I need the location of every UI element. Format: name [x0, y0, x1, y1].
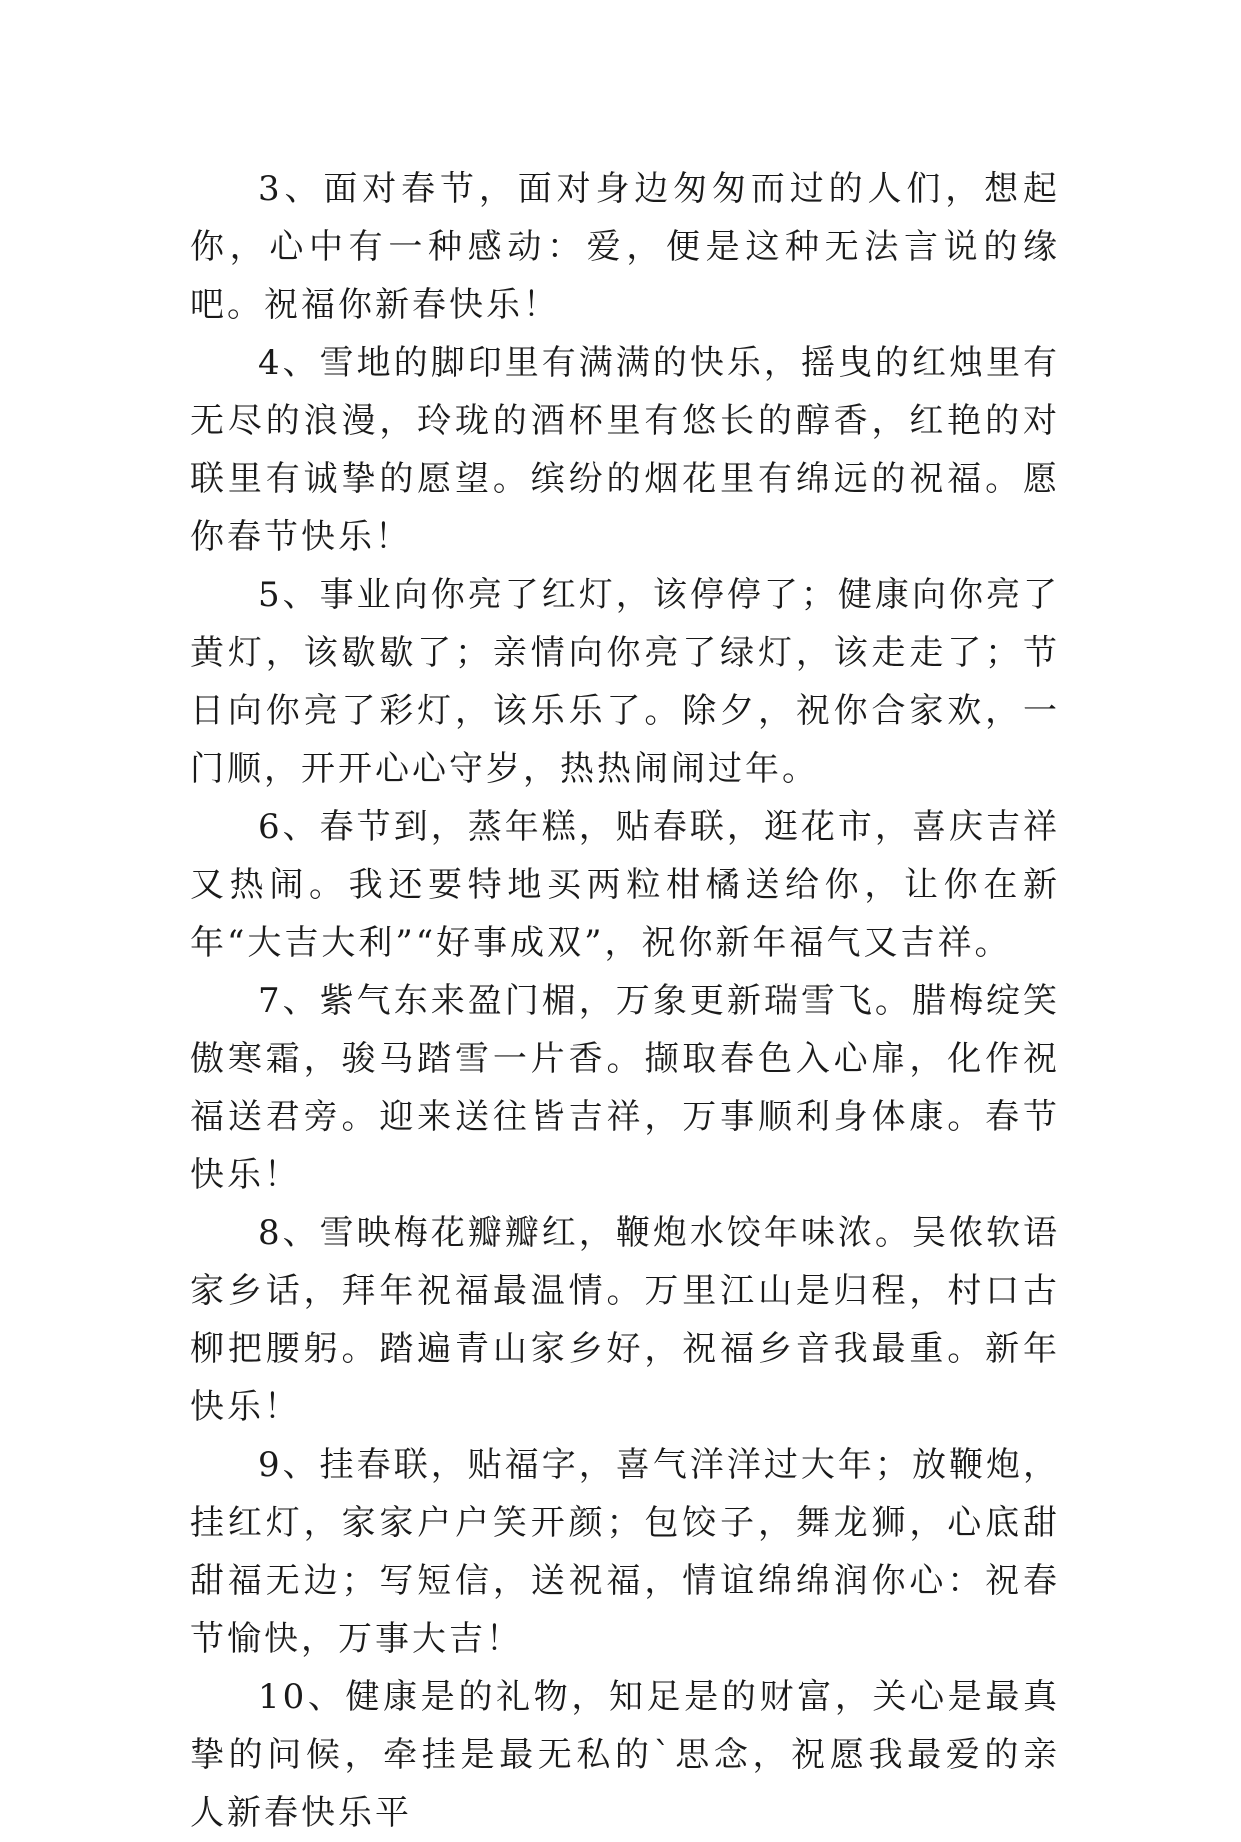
paragraph-8: 8、雪映梅花瓣瓣红，鞭炮水饺年味浓。吴侬软语家乡话，拜年祝福最温情。万里江山是归程，村口古柳把腰躬。踏遍青山家乡好，祝福乡音我最重。新年快乐！ [190, 1213, 1060, 1427]
paragraph-4: 4、雪地的脚印里有满满的快乐，摇曳的红烛里有无尽的浪漫，玲珑的酒杯里有悠长的醇香，红艳的对联里有诚挚的愿望。缤纷的烟花里有绵远的祝福。愿你春节快乐！ [190, 343, 1060, 557]
paragraph-3: 3、面对春节，面对身边匆匆而过的人们，想起你，心中有一种感动：爱，便是这种无法言说的缘吧。祝福你新春快乐！ [190, 169, 1060, 325]
paragraph-6: 6、春节到，蒸年糕，贴春联，逛花市，喜庆吉祥又热闹。我还要特地买两粒柑橘送给你，让你在新年“大吉大利”“好事成双”，祝你新年福气又吉祥。 [190, 807, 1060, 963]
document-body [190, 160, 1060, 1842]
paragraph-10: 10、健康是的礼物，知足是的财富，关心是最真挚的问候，牵挂是最无私的`思念，祝愿我最爱的亲人新春快乐平 [190, 1677, 1060, 1833]
paragraph-7: 7、紫气东来盈门楣，万象更新瑞雪飞。腊梅绽笑傲寒霜，骏马踏雪一片香。撷取春色入心扉，化作祝福送君旁。迎来送往皆吉祥，万事顺利身体康。春节快乐！ [190, 981, 1060, 1195]
paragraph-9: 9、挂春联，贴福字，喜气洋洋过大年；放鞭炮，挂红灯，家家户户笑开颜；包饺子，舞龙狮，心底甜甜福无边；写短信，送祝福，情谊绵绵润你心：祝春节愉快，万事大吉！ [190, 1445, 1060, 1659]
paragraph-5: 5、事业向你亮了红灯，该停停了；健康向你亮了黄灯，该歇歇了；亲情向你亮了绿灯，该走走了；节日向你亮了彩灯，该乐乐了。除夕，祝你合家欢，一门顺，开开心心守岁，热热闹闹过年。 [190, 575, 1060, 789]
